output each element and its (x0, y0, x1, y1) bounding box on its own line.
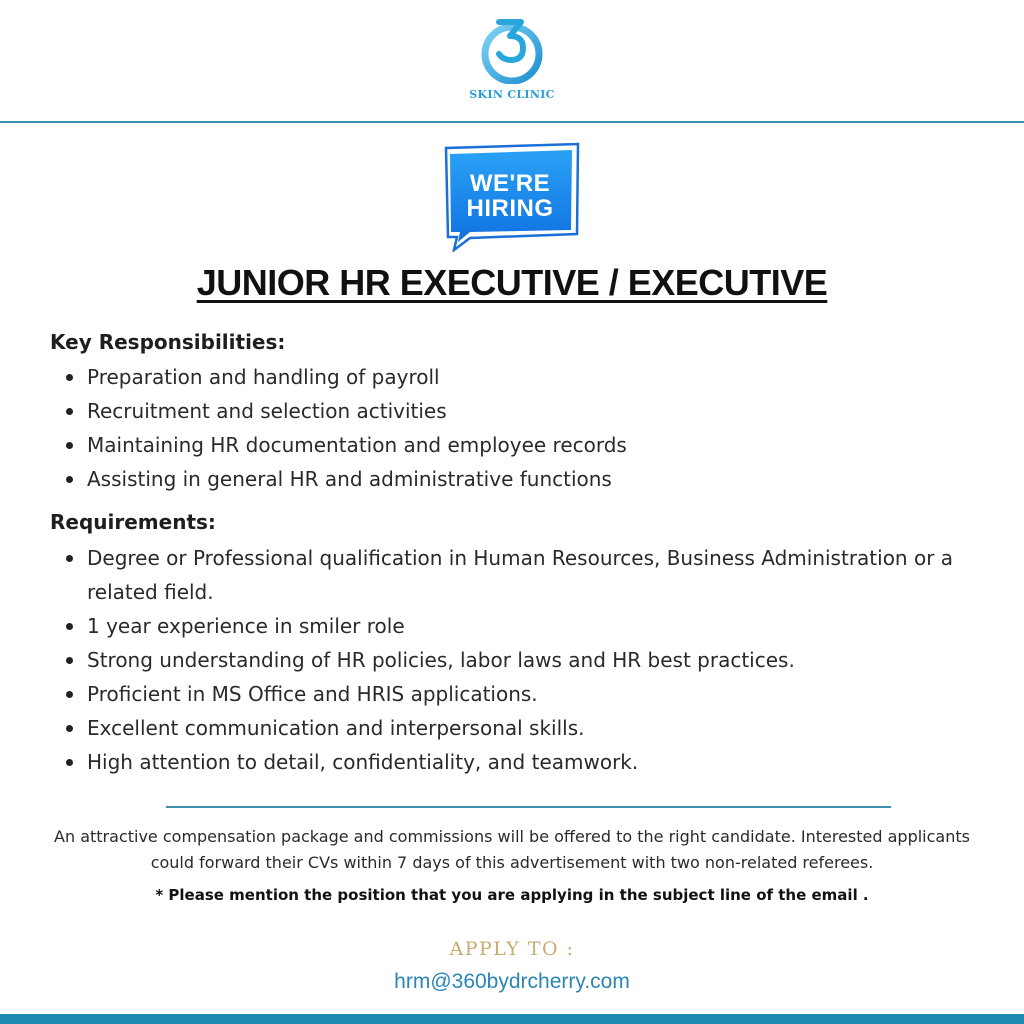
hiring-line-2: HIRING (466, 195, 554, 222)
section-divider (166, 806, 891, 808)
list-item: High attention to detail, confidentiality, and teamwork. (87, 745, 977, 779)
logo-text: SKIN CLINIC (469, 88, 555, 101)
hiring-badge-text (447, 171, 573, 221)
compensation-note: An attractive compensation package and commissions will be offered to the right candidate. Interested applicants could forward their CVs within 7 days of this advertisement with two non-related referees. (54, 827, 970, 872)
clinic-logo (462, 16, 562, 112)
list-item: Preparation and handling of payroll (87, 360, 987, 394)
apply-to-label: APPLY TO : (449, 938, 575, 960)
list-item: Assisting in general HR and administrative functions (87, 462, 987, 496)
requirements-heading: Requirements: (50, 510, 216, 534)
requirements-list (87, 541, 977, 779)
list-item: Excellent communication and interpersonal skills. (87, 711, 977, 745)
list-item: 1 year experience in smiler role (87, 609, 977, 643)
job-title: JUNIOR HR EXECUTIVE / EXECUTIVE (196, 262, 828, 303)
list-item: Maintaining HR documentation and employee records (87, 428, 987, 462)
top-divider (0, 121, 1024, 123)
subject-line-note: * Please mention the position that you are applying in the subject line of the email . (155, 886, 869, 904)
list-item: Degree or Professional qualification in Human Resources, Business Administration or a related field. (87, 541, 977, 609)
responsibilities-list (87, 360, 987, 496)
list-item: Recruitment and selection activities (87, 394, 987, 428)
apply-email-link[interactable]: hrm@360bydrcherry.com (394, 970, 630, 993)
hiring-line-1: WE'RE (469, 170, 551, 197)
list-item: Strong understanding of HR policies, labor laws and HR best practices. (87, 643, 977, 677)
bottom-bar (0, 1014, 1024, 1024)
list-item: Proficient in MS Office and HRIS applications. (87, 677, 977, 711)
responsibilities-heading: Key Responsibilities: (50, 330, 286, 354)
logo-360-icon (477, 16, 547, 84)
